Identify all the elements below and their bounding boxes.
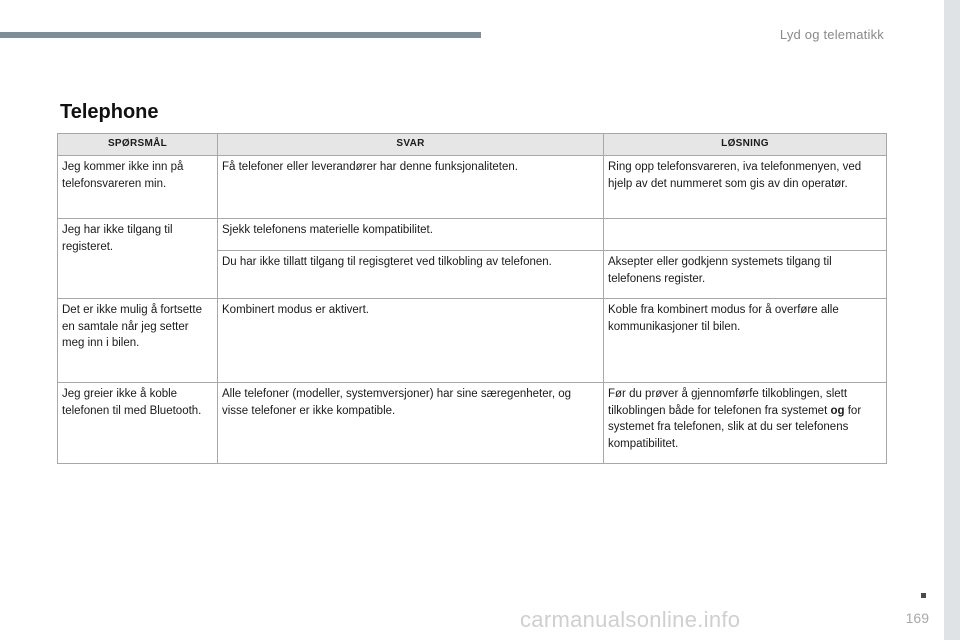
solution-cell: Koble fra kombinert modus for å overføre alle kommunikasjoner til bilen. <box>604 299 887 383</box>
question-cell: Jeg har ikke tilgang til registeret. <box>58 219 218 299</box>
table-row <box>58 383 887 464</box>
question-cell: Det er ikke mulig å fortsette en samtale når jeg setter meg inn i bilen. <box>58 299 218 383</box>
table-row <box>58 219 887 251</box>
page-edge-strip <box>944 0 960 640</box>
answer-cell: Alle telefoner (modeller, systemversjoner) har sine særegenheter, og visse telefoner er ikke kompatible. <box>218 383 604 464</box>
solution-bold-word: og <box>830 404 845 417</box>
solution-text-part: Før du prøver å gjennomførfe tilkoblingen, slett tilkoblingen både for telefonen fra systemet <box>608 388 848 417</box>
top-accent-rule <box>0 32 481 38</box>
solution-cell: Aksepter eller godkjenn systemets tilgang til telefonens register. <box>604 251 887 299</box>
question-cell: Jeg kommer ikke inn på telefonsvareren min. <box>58 156 218 219</box>
end-marker-square <box>921 593 926 598</box>
table-row <box>58 156 887 219</box>
question-cell: Jeg greier ikke å koble telefonen til med Bluetooth. <box>58 383 218 464</box>
troubleshooting-table <box>57 133 887 464</box>
column-header-question: SPØRSMÅL <box>58 134 218 156</box>
answer-cell: Sjekk telefonens materielle kompatibilitet. <box>218 219 604 251</box>
answer-cell: Kombinert modus er aktivert. <box>218 299 604 383</box>
solution-cell: Ring opp telefonsvareren, iva telefonmenyen, ved hjelp av det nummeret som gis av din operatør. <box>604 156 887 219</box>
solution-text-part: for systemet fra telefonen, slik at du ser telefonens kompatibilitet. <box>608 404 862 450</box>
table-header-row <box>58 134 887 156</box>
table-row <box>58 299 887 383</box>
section-label: Lyd og telematikk <box>779 27 884 42</box>
page-number: 169 <box>905 610 929 626</box>
solution-cell <box>604 383 887 464</box>
answer-cell: Du har ikke tillatt tilgang til regisgteret ved tilkobling av telefonen. <box>218 251 604 299</box>
column-header-solution: LØSNING <box>604 134 887 156</box>
solution-cell <box>604 219 887 251</box>
column-header-answer: SVAR <box>218 134 604 156</box>
watermark-text: carmanualsonline.info <box>520 607 741 632</box>
answer-cell: Få telefoner eller leverandører har denne funksjonaliteten. <box>218 156 604 219</box>
page-title: Telephone <box>60 101 159 123</box>
